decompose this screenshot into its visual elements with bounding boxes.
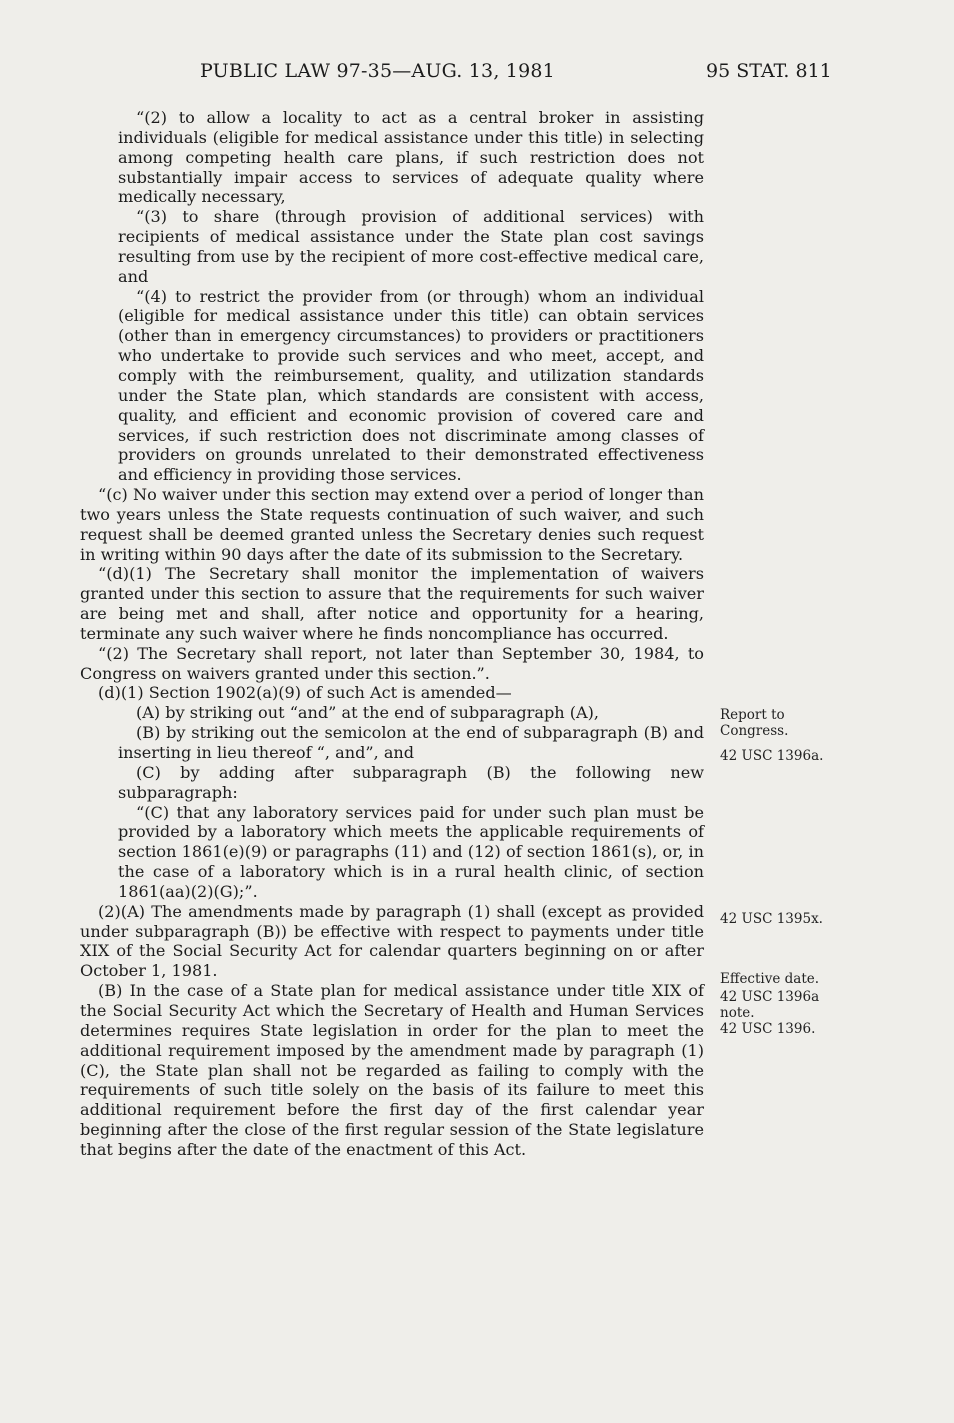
subsection-d2: “(2) The Secretary shall report, not later than September 30, 1984, to Congress on waivers granted under this section.”. <box>80 643 704 683</box>
new-subparagraph-c: “(C) that any laboratory services paid for under such plan must be provided by a laboratory which meets the applicable requirements of section 1861(e)(9) or paragraphs (11) and (12) of section 1861(s), or, in the case of a laboratory which is in a rural health clinic, of section 1861(aa)(2)(G);”. <box>118 802 704 901</box>
subsection-d1: “(d)(1) The Secretary shall monitor the implementation of waivers granted under this section to assure that the requirements for such waiver are being met and shall, after notice and opportunity for a hearing, terminate any such waiver where he finds noncompliance has occurred. <box>80 564 704 643</box>
margin-note-1396a: 42 USC 1396a. <box>720 748 824 764</box>
statute-body <box>80 108 704 1160</box>
subsection-c: “(c) No waiver under this section may extend over a period of longer than two years unless the State requests continuation of such waiver, and such request shall be deemed granted unless the Secretary denies such request in writing within 90 days after the date of its submission to the Secretary. <box>80 485 704 564</box>
effective-2a: (2)(A) The amendments made by paragraph (1) shall (except as provided under subparagraph (B)) be effective with respect to payments under title XIX of the Social Security Act for calendar quarters beginning on or after October 1, 1981. <box>80 901 704 981</box>
margin-note-1396a-note: 42 USC 1396a note. <box>720 989 820 1021</box>
paragraph-2: “(2) to allow a locality to act as a central broker in assisting individuals (eligible for medical assistance under this title) in selecting among competing health care plans, if such restriction does not substantially impair access to services of adequate quality where medically necessary, <box>118 108 704 207</box>
paragraph-3: “(3) to share (through provision of additional services) with recipients of medical assistance under the State plan cost savings resulting from use by the recipient of more cost-effective medical care, and <box>118 207 704 286</box>
amendment-d1: (d)(1) Section 1902(a)(9) of such Act is amended— <box>98 683 512 703</box>
clause-a: (A) by striking out “and” at the end of subparagraph (A), <box>136 703 600 723</box>
running-header-stat: 95 STAT. 811 <box>706 60 832 82</box>
running-header-title: PUBLIC LAW 97-35—AUG. 13, 1981 <box>200 60 555 82</box>
margin-note-1396: 42 USC 1396. <box>720 1021 816 1037</box>
paragraph-4: “(4) to restrict the provider from (or through) whom an individual (eligible for medical assistance under this title) can obtain services (other than in emergency circumstances) to providers or practitioners who undertake to provide such services and who meet, accept, and comply with the reimbursement, quality, and utilization standards under the State plan, which standards are consistent with access, quality, and efficient and economic provision of covered care and services, if such restriction does not discriminate among classes of providers on grounds unrelated to their demonstrated effectiveness and efficiency in providing those services. <box>118 286 704 485</box>
margin-note-effective-date: Effective date. <box>720 971 820 987</box>
effective-2b: (B) In the case of a State plan for medical assistance under title XIX of the Social Security Act which the Secretary of Health and Human Services determines requires State legislation in order for the plan to meet the additional requirement imposed by the amendment made by paragraph (1)(C), the State plan shall not be regarded as failing to comply with the requirements of such title solely on the basis of its failure to meet this additional requirement before the first day of the first calendar year beginning after the close of the first regular session of the State legislature that begins after the date of the enactment of this Act. <box>80 981 704 1159</box>
margin-note-report: Report to Congress. <box>720 707 789 739</box>
clause-b: (B) by striking out the semicolon at the end of subparagraph (B) and inserting in lieu thereof “, and”, and <box>118 723 704 762</box>
margin-note-1395x: 42 USC 1395x. <box>720 911 823 927</box>
clause-c: (C) by adding after subparagraph (B) the following new subparagraph: <box>118 762 704 802</box>
